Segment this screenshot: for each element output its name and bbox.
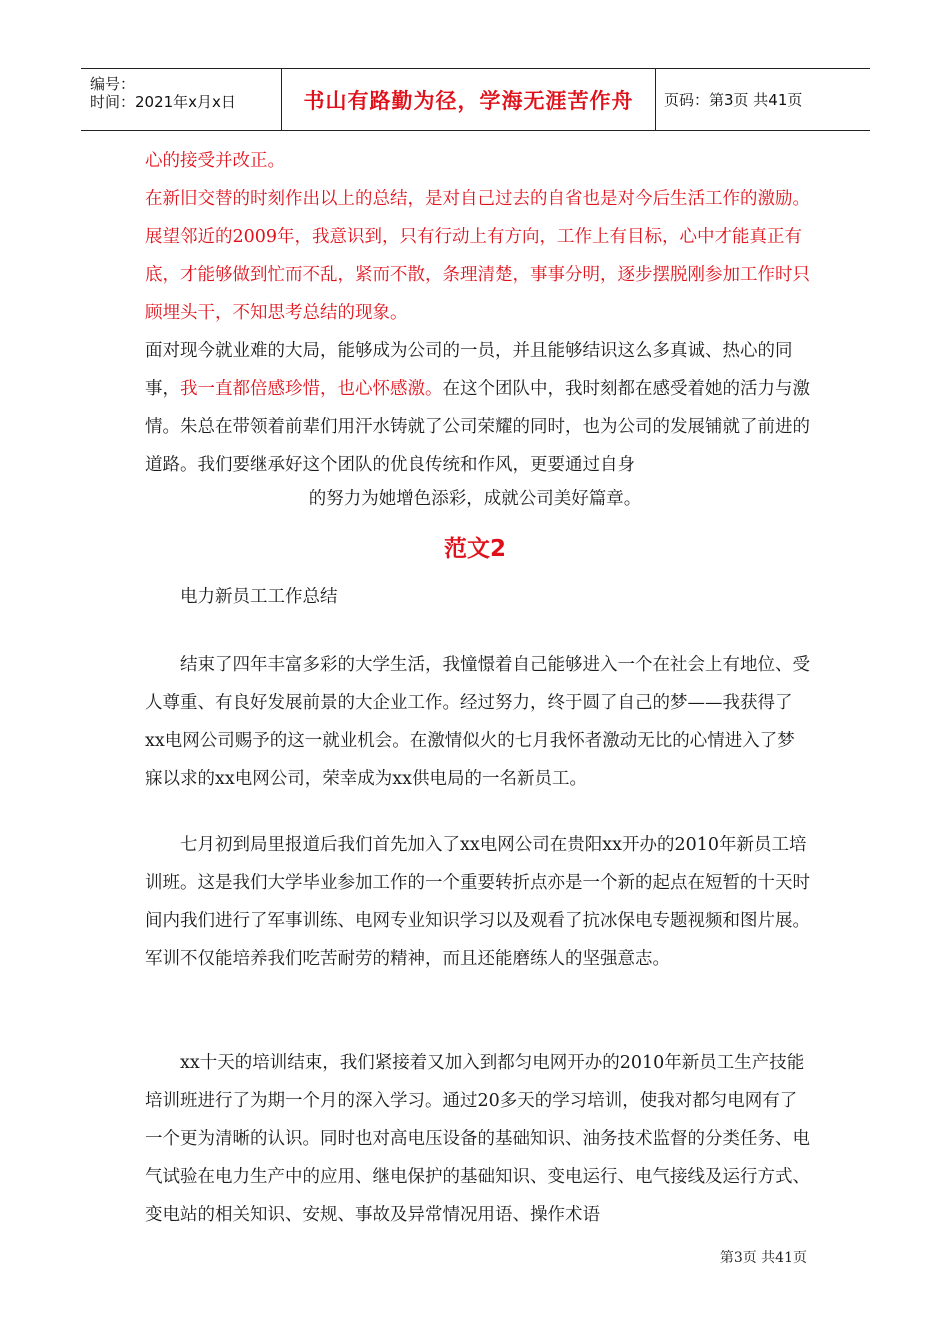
section-heading: 范文2 [443,536,506,562]
document-date: 时间：2021年x月x日 [90,93,236,111]
header-meta [81,69,281,130]
paragraph-3-text-a: 面对现今就业难的大局，能够成为公司的一员，并且能够结识这么多真诚、热心的同事， [145,341,793,399]
paragraph-4: 结束了四年丰富多彩的大学生活，我憧憬着自己能够进入一个在社会上有地位、受人尊重、有良好发展前景的大企业工作。经过努力，终于圆了自己的梦——我获得了xx电网公司赐予的这一就业机会。在激情似火的七月我怀者激动无比的心情进入了梦寐以求的xx电网公司，荣幸成为xx供电局的一名新员工。 [145,655,810,789]
header-motto: 书山有路勤为径，学海无涯苦作舟 [281,69,656,130]
page-header [81,68,870,131]
paragraph-2: 在新旧交替的时刻作出以上的总结，是对自己过去的自省也是对今后生活工作的激励。展望邻近的2009年，我意识到，只有行动上有方向，工作上有目标，心中才能真正有底，才能够做到忙而不乱，紧而不散，条理清楚，事事分明，逐步摆脱刚参加工作时只顾埋头干，不知思考总结的现象。 [145,189,810,323]
paragraph-3-closing: 的努力为她增色添彩，成就公司美好篇章。 [308,489,642,509]
paragraph-6: xx十天的培训结束，我们紧接着又加入到都匀电网开办的2010年新员工生产技能培训班进行了为期一个月的深入学习。通过20多天的学习培训，使我对都匀电网有了一个更为清晰的认识。同时也对高电压设备的基础知识、油务技术监督的分类任务、电气试验在电力生产中的应用、继电保护的基础知识、变电运行、电气接线及运行方式、变电站的相关知识、安规、事故及异常情况用语、操作术语 [145,1053,810,1225]
paragraph-3-text-b: 在这个团队中，我时刻都在感受着她的活力与激情。朱总在带领着前辈们用汗水铸就了公司荣耀的同时，也为公司的发展铺就了前进的道路。我们要继承好这个团队的优良传统和作风，更要通过自身 [145,379,810,475]
header-page-info: 页码：第3页 共41页 [664,91,803,109]
paragraph-3 [145,332,811,484]
paragraph-3-highlight: 我一直都倍感珍惜，也心怀感激。 [180,379,443,399]
document-number: 编号： [90,75,136,93]
paragraph-1: 心的接受并改正。 [145,151,285,171]
article-title: 电力新员工工作总结 [180,587,338,607]
paragraph-5: 七月初到局里报道后我们首先加入了xx电网公司在贵阳xx开办的2010年新员工培训班。这是我们大学毕业参加工作的一个重要转折点亦是一个新的起点在短暂的十天时间内我们进行了军事训练、电网专业知识学习以及观看了抗冰保电专题视频和图片展。军训不仅能培养我们吃苦耐劳的精神，而且还能磨练人的坚强意志。 [145,835,810,969]
page-footer: 第3页 共41页 [719,1250,807,1266]
